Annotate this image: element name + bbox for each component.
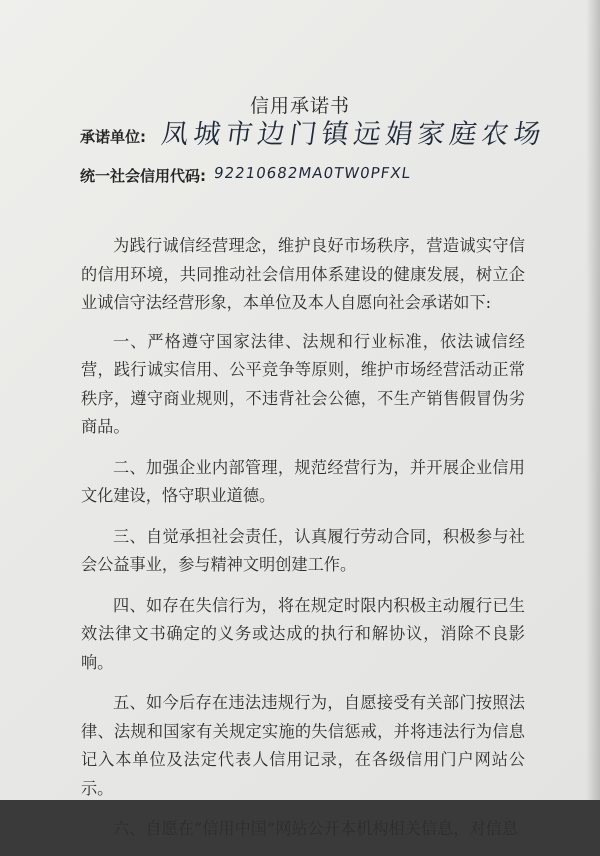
clause-1-paragraph: 一、严格遵守国家法律、法规和行业标准，依法诚信经营，践行诚实信用、公平竞争等原则，维护市场经营活动正常秩序，遵守商业规则，不违背社会公德，不生产销售假冒伪劣商品。 (81, 331, 525, 436)
document-body (81, 232, 525, 856)
intro-paragraph: 为践行诚信经营理念，维护良好市场秩序，营造诚实守信的信用环境，共同推动社会信用体系建设的健康发展，树立企业诚信守法经营形象，本单位及本人自愿向社会承诺如下: (81, 236, 525, 312)
clause-4-paragraph: 四、如存在失信行为，将在规定时限内积极主动履行已生效法律文书确定的义务或达成的执行和解协议，消除不良影响。 (81, 595, 525, 672)
unit-value-handwritten: 凤城市边门镇远娟家庭农场 (159, 119, 548, 150)
unit-label: 承诺单位: (80, 128, 146, 146)
credit-code-label: 统一社会信用代码: (80, 167, 206, 185)
clause-6-paragraph: 六、自愿在“信用中国”网站公开本机构相关信息，对信息 (113, 819, 519, 838)
clause-5-paragraph: 五、如今后存在违法违规行为，自愿接受有关部门按照法律、法规和国家有关规定实施的失信惩戒，并将违法行为信息记入本单位及法定代表人信用记录，在各级信用门户网站公示。 (81, 693, 525, 798)
clause-3-paragraph: 三、自觉承担社会责任，认真履行劳动合同，积极参与社会公益事业，参与精神文明创建工作。 (81, 526, 525, 574)
clause-2-paragraph: 二、加强企业内部管理，规范经营行为，并开展企业信用文化建设，恪守职业道德。 (81, 457, 525, 505)
credit-code-value-handwritten: 92210682MA0TW0PFXL (212, 164, 413, 182)
document-title: 信用承诺书 (249, 95, 350, 117)
